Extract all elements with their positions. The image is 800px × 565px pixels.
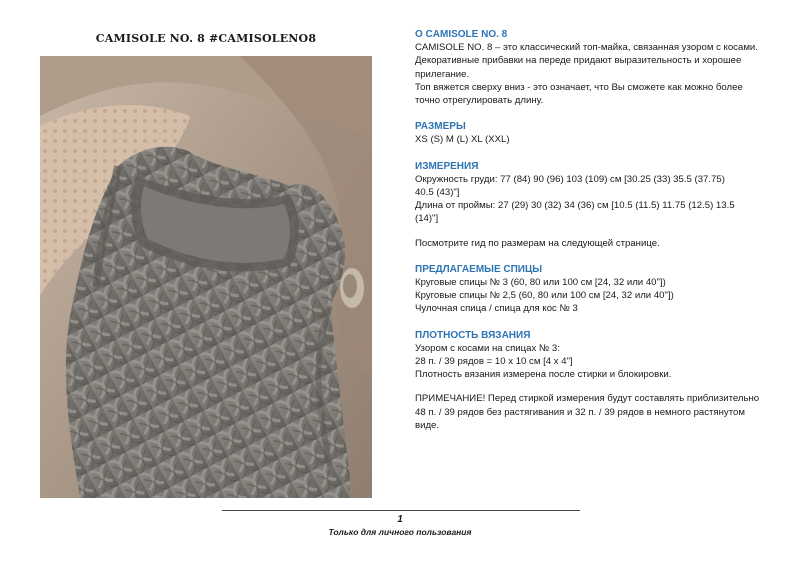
about-line: прилегание. — [415, 68, 470, 80]
gauge-note-line: 48 п. / 39 рядов без растягивания и 32 п. / 39 рядов в немного растянутом — [415, 406, 745, 418]
gauge-note-line: ПРИМЕЧАНИЕ! Перед стиркой измерения будут составлять приблизительно — [415, 393, 760, 405]
about-line: CAMISOLE NO. 8 – это классический топ-майка, связанная узором с косами. — [415, 42, 758, 54]
needles-line: Круговые спицы № 2,5 (60, 80 или 100 см [24, 32 или 40"]) — [415, 290, 674, 302]
page-number: 1 — [397, 514, 403, 525]
measurements-line: (14)"] — [415, 213, 439, 225]
needles-heading: ПРЕДЛАГАЕМЫЕ СПИЦЫ — [415, 263, 543, 275]
pattern-description — [415, 28, 775, 432]
measurements-heading: ИЗМЕРЕНИЯ — [415, 160, 479, 172]
camisole-photo-illustration — [40, 56, 372, 498]
gauge-heading: ПЛОТНОСТЬ ВЯЗАНИЯ — [415, 329, 531, 341]
gauge-line: Плотность вязания измерена после стирки и блокировки. — [415, 369, 672, 381]
measurements-line: Окружность груди: 77 (84) 90 (96) 103 (109) см [30.25 (33) 35.5 (37.75) — [415, 173, 725, 185]
measurements-note: Посмотрите гид по размерам на следующей странице. — [415, 237, 660, 249]
about-line: точно отрегулировать длину. — [415, 95, 544, 107]
footer-divider — [222, 510, 580, 511]
about-heading: О CAMISOLE NO. 8 — [415, 29, 508, 40]
needles-line: Круговые спицы № 3 (60, 80 или 100 см [24, 32 или 40"]) — [415, 277, 666, 289]
about-line: Топ вяжется сверху вниз - это означает, что Вы сможете как можно более — [415, 81, 743, 93]
about-line: Декоративные прибавки на переде придают выразительность и хорошее — [415, 55, 742, 67]
gauge-note-line: виде. — [415, 419, 440, 431]
needles-line: Чулочная спица / спица для кос № 3 — [415, 303, 578, 315]
sizes-line: XS (S) M (L) XL (XXL) — [415, 134, 510, 146]
camisole-photo — [40, 56, 372, 498]
gauge-line: 28 п. / 39 рядов = 10 х 10 см [4 x 4"] — [415, 356, 573, 368]
measurements-line: 40.5 (43)"] — [415, 187, 460, 199]
pattern-title: CAMISOLE NO. 8 #CAMISOLENO8 — [95, 32, 317, 45]
measurements-line: Длина от проймы: 27 (29) 30 (32) 34 (36) см [10.5 (11.5) 11.75 (12.5) 13.5 — [415, 200, 735, 212]
sizes-heading: РАЗМЕРЫ — [415, 121, 466, 133]
gauge-line: Узором с косами на спицах № 3: — [415, 342, 560, 354]
footer-note: Только для личного пользования — [328, 527, 472, 537]
